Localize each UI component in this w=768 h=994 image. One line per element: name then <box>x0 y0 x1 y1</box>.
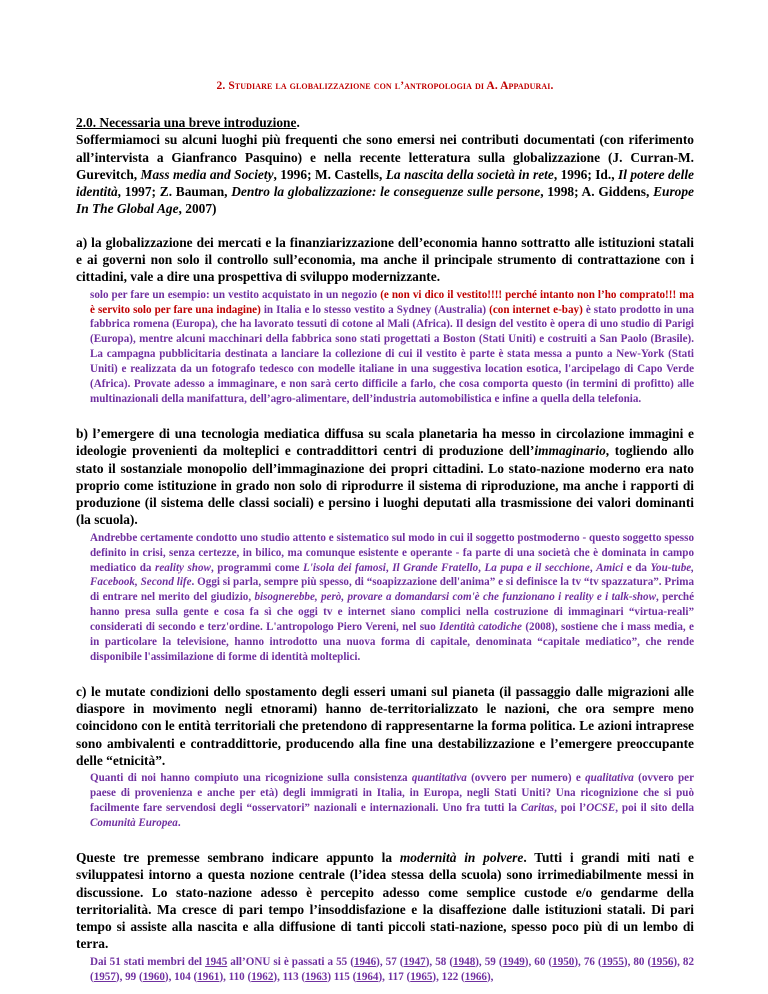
point-c-paragraph: c) le mutate condizioni dello spostamento degli esseri umani sul pianeta (il passaggio dalle migrazioni alle diaspore in movimento negli etnorami) hanno de-territorializzato le nazioni, che ora sempre meno coincidono con le entità territoriali che pretendono di rappresentarne la forma politica. Le azioni intraprese sono ambivalenti e contraddittorie, producendo alla fine una destabilizzazione e l’emergere preoccupante delle “etnicità”. <box>76 683 694 769</box>
point-a-paragraph: a) la globalizzazione dei mercati e la finanziarizzazione dell’economia hanno sottratto alle istituzioni statali e ai governi non solo il controllo sull’economia, ma anche il principale strumento di contrattazione con i cittadini, vale a dire una prospettiva di sviluppo modernizzante. <box>76 234 694 285</box>
document-page <box>76 80 694 985</box>
intro-paragraph: Soffermiamoci su alcuni luoghi più frequenti che sono emersi nei contributi documentati (con riferimento all’intervista a Gianfranco Pasquino) e nella recente letteratura sulla globalizzazione (J. Curran-M. Gurevitch, Mass media and Society, 1996; M. Castells, La nascita della società in rete, 1996; Id., Il potere delle identità, 1997; Z. Bauman, Dentro la globalizzazione: le conseguenze sulle persone, 1998; A. Giddens, Europe In The Global Age, 2007) <box>76 132 694 217</box>
point-c-note: Quanti di noi hanno compiuto una ricognizione sulla consistenza quantitativa (ovvero per numero) e qualitativa (ovvero per paese di provenienza e anche per età) degli immigrati in Italia, in Europa, negli Stati Uniti? Una ricognizione che si può facilmente fare servendosi degli “osservatori” nazionali e internazionali. Uno fra tutti la Caritas, poi l’OCSE, poi il sito della Comunità Europea. <box>90 772 695 830</box>
point-b-note: Andrebbe certamente condotto uno studio attento e sistematico sul modo in cui il soggetto postmoderno - questo soggetto spesso definito in crisi, senza certezze, in bilico, ma comunque esistente e operante - fa parte di una società che è dominata in campo mediatico da reality show, programmi come L'isola dei famosi, Il Grande Fratello, La pupa e il secchione, Amici e da You-tube, Facebook, Second life. Oggi si parla, sempre più spesso, di “soapizzazione dell'anima” e si definisce la tv “tv spazzatura”. Prima di entrare nel merito del giudizio, bisognerebbe, però, provare a domandarsi com'è che funzionano i reality e i talk-show, perché hanno presa sulla gente e cosa fa sì che oggi tv e internet siano complici nella costruzione di immaginari “virtua-reali” considerati di secondo e terz'ordine. L'antropologo Piero Vereni, nel suo Identità catodiche (2008), sostiene che i mass media, e in particolare la televisione, hanno introdotto una nuova forma di capitale, denominata “capitale mediatico”, che rende disponibile l'assimilazione di forme di identità molteplici. <box>90 531 694 663</box>
chapter-title: 2. Studiare la globalizzazione con l’antropologia di A. Appadurai. <box>216 80 554 92</box>
states-note: Dai 51 stati membri del 1945 all’ONU si è passati a 55 (1946), 57 (1947), 58 (1948), 59 (1949), 60 (1950), 76 (1955), 80 (1956), 82 (1957), 99 (1960), 104 (1961), 110 (1962), 113 (1963) 115 (1964), 117 (1965), 122 (1966), <box>90 955 695 983</box>
closing-paragraph: Queste tre premesse sembrano indicare appunto la modernità in polvere. Tutti i grandi miti nati e sviluppatesi intorno a questa nozione centrale (l’idea stessa della scuola) sono irrimediabilmente messi in discussione. Lo stato-nazione adesso è percepito adesso come semplice custode e/o gendarme della territorialità. Ma cresce di pari tempo l’insoddisfazione e la disaffezione dalle istituzioni statali. Di pari tempo si assiste alla nascita e alla diffusione di tanti piccoli stati-nazione, spesso poco più di un lembo di terra. <box>76 849 695 952</box>
point-a-note: solo per fare un esempio: un vestito acquistato in un negozio (e non vi dico il vestito!!!! perché intanto non l’ho comprato!!! ma è servito solo per fare una indagine) in Italia e lo stesso vestito a Sydney (Australia) (con internet e-bay) è stato prodotto in una fabbrica romena (Europa), che ha lavorato tessuti di cotone al Mali (Africa). Il design del vestito è opera di uno studio di Parigi (Europa), mentre alcuni macchinari della fabbrica sono stati progettati a Boston (Stati Uniti) e costruiti a San Paolo (Brasile). La campagna pubblicitaria destinata a lanciare la collezione di cui il vestito è parte è stata messa a punto a New-York (Stati Uniti) e realizzata da un fotografo tedesco con modelle italiane in una suggestiva location esotica, l'arcipelago di Capo Verde (Africa). Provate adesso a immaginare, e non sarà certo difficile a farlo, che cosa comporta questo (in termini di profitto) alle multinazionali della manifattura, dell’agro-alimentare, dell’industria automobilistica e infine a quella della telefonia. <box>90 288 694 406</box>
point-b-paragraph: b) l’emergere di una tecnologia mediatica diffusa su scala planetaria ha messo in circolazione immagini e ideologie provenienti da molteplici e contraddittori centri di produzione dell’immaginario, togliendo allo stato il sostanziale monopolio dell’immaginazione dei propri cittadini. Lo stato-nazione moderno era nato proprio come istituzione in grado non solo di riprodurre il sistema di riproduzione, ma anche i rapporti di produzione (il sistema delle classi sociali) e persino i luoghi deputati alla trasmissione dei valori dominanti (la scuola). <box>76 425 694 528</box>
section-heading: 2.0. Necessaria una breve introduzione. <box>76 115 300 130</box>
